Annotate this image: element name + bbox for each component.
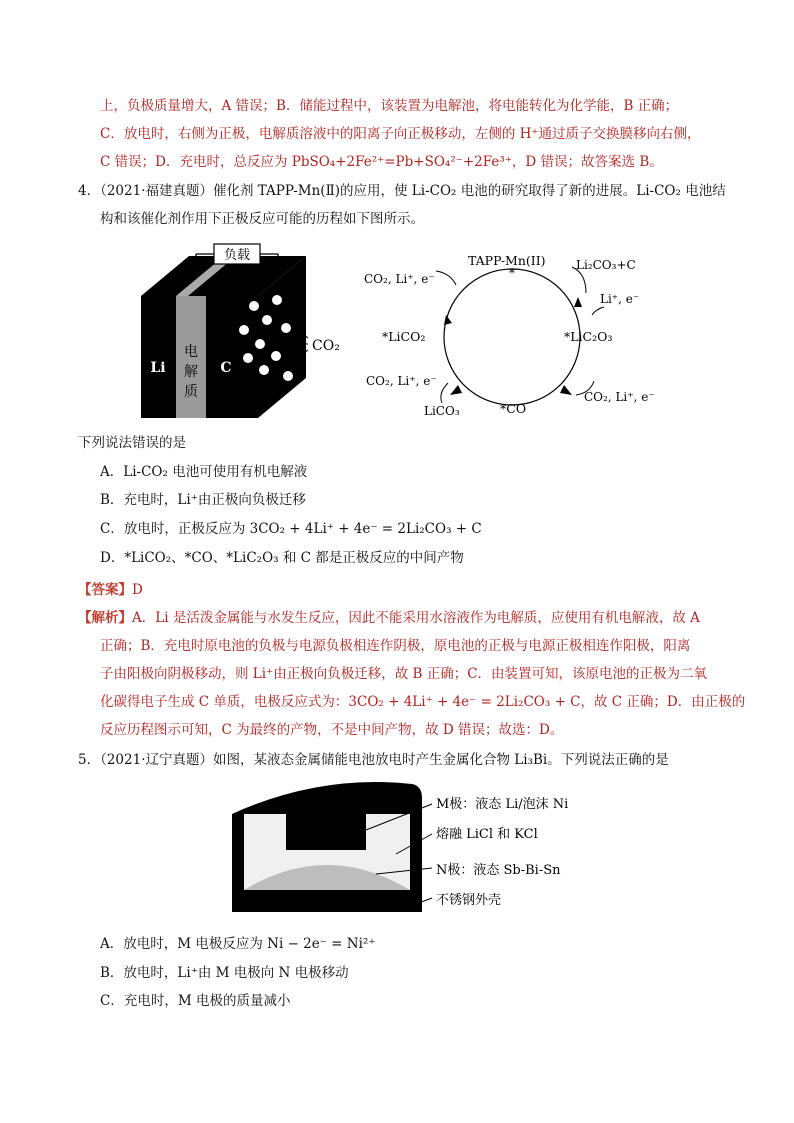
node-catalyst-star: * bbox=[509, 266, 515, 280]
q5-option-c: C．充电时，M 电极的质量减小 bbox=[100, 993, 291, 1009]
q5-stem: 5．（2021·辽宁真题）如图，某液态金属储能电池放电时产生金属化合物 Li₃Bi。下列说法正确的是 bbox=[78, 752, 669, 768]
label-molten-salt: 熔融 LiCl 和 KCl bbox=[436, 827, 538, 842]
co2-label: CO₂ bbox=[312, 338, 340, 354]
label-m-electrode: M极：液态 Li/泡沫 Ni bbox=[436, 797, 569, 812]
answer-value: D bbox=[132, 582, 143, 598]
q5-option-a: A．放电时，M 电极反应为 Ni − 2e⁻ = Ni²⁺ bbox=[100, 936, 376, 952]
node-lic2o3: *LiC₂O₃ bbox=[564, 329, 613, 344]
q4-stem-line-1: 4．（2021·福建真题）催化剂 TAPP-Mn(Ⅱ)的应用，使 Li-CO₂ 电池的研究取得了新的进展。Li-CO₂ 电池结 bbox=[78, 183, 726, 199]
analysis-tag: 【解析】 bbox=[78, 610, 132, 626]
analysis-line-1: 上，负极质量增大，A 错误；B．储能过程中，该装置为电解池，将电能转化为化学能，B 正确； bbox=[100, 98, 679, 114]
electrolyte-char-2: 解 bbox=[184, 364, 198, 380]
q4-analysis-line-3: 子由阳极向阴极移动，则 Li⁺由正极向负极迁移，故 B 正确；C．由装置可知，该原电池的正极为二氧 bbox=[100, 666, 708, 682]
q4-analysis-line-1 bbox=[78, 608, 700, 628]
electrolyte-char-3: 质 bbox=[184, 384, 198, 400]
anode-label: Li bbox=[150, 360, 166, 376]
analysis-line-2: C．放电时，右侧为正极，电解质溶液中的阳离子向正极移动，左侧的 H⁺通过质子交换膜移向右侧， bbox=[100, 126, 701, 142]
label-bottom-left-out: LiCO₃ bbox=[424, 404, 460, 418]
q4-answer bbox=[78, 580, 143, 600]
load-label: 负载 bbox=[223, 248, 251, 263]
q5-option-b: B．放电时，Li⁺由 M 电极向 N 电极移动 bbox=[100, 965, 349, 981]
q4-analysis-line-4: 化碳得电子生成 C 单质，电极反应式为：3CO₂ + 4Li⁺ + 4e⁻ = 2Li₂CO₃ + C，故 C 正确；D．由正极的 bbox=[100, 694, 746, 710]
liquid-metal-battery-diagram bbox=[226, 780, 586, 920]
label-n-electrode: N极：液态 Sb-Bi-Sn bbox=[436, 863, 561, 878]
answer-tag: 【答案】 bbox=[78, 582, 132, 598]
catalytic-cycle-diagram bbox=[360, 245, 670, 423]
cycle-circle bbox=[444, 269, 580, 405]
q4-option-c: C．放电时，正极反应为 3CO₂ + 4Li⁺ + 4e⁻ = 2Li₂CO₃ + C bbox=[100, 521, 482, 537]
node-catalyst: TAPP-Mn(II) bbox=[468, 253, 546, 268]
q4-analysis-line-5: 反应历程图示可知，C 为最终的产物，不是中间产物，故 D 错误；故选：D。 bbox=[100, 722, 564, 738]
analysis-line-3: C 错误；D．充电时，总反应为 PbSO₄+2Fe²⁺=Pb+SO₄²⁻+2Fe³⁺，D 错误；故答案选 B。 bbox=[100, 154, 663, 170]
cathode-label: C bbox=[220, 360, 232, 376]
m-electrode bbox=[286, 814, 366, 850]
label-right-in: Li⁺, e⁻ bbox=[600, 292, 640, 306]
li-co2-battery-diagram bbox=[136, 238, 356, 420]
label-top-left: CO₂, Li⁺, e⁻ bbox=[364, 272, 435, 286]
analysis-text-1: A．Li 是活泼金属能与水发生反应，因此不能采用水溶液作为电解质，应使用有机电解液，故 A bbox=[132, 610, 700, 626]
node-lico2: *LiCO₂ bbox=[382, 329, 426, 344]
label-shell: 不锈钢外壳 bbox=[436, 893, 502, 908]
q4-option-a: A．Li-CO₂ 电池可使用有机电解液 bbox=[100, 464, 308, 480]
node-co: *CO bbox=[500, 401, 527, 416]
q4-option-d: D．*LiCO₂、*CO、*LiC₂O₃ 和 C 都是正极反应的中间产物 bbox=[100, 550, 464, 566]
label-bottom-right: CO₂, Li⁺, e⁻ bbox=[584, 390, 655, 404]
q4-question: 下列说法错误的是 bbox=[78, 435, 186, 451]
label-bottom-left: CO₂, Li⁺, e⁻ bbox=[366, 374, 437, 388]
q4-analysis-line-2: 正确；B．充电时原电池的负极与电源负极相连作阴极，原电池的正极与电源正极相连作阳极，阳离 bbox=[100, 638, 691, 654]
q4-stem-line-2: 构和该催化剂作用下正极反应可能的历程如下图所示。 bbox=[100, 211, 424, 227]
electrolyte-char-1: 电 bbox=[184, 344, 198, 360]
q4-option-b: B．充电时，Li⁺由正极向负极迁移 bbox=[100, 492, 306, 508]
label-top-right: Li₂CO₃+C bbox=[576, 258, 636, 272]
